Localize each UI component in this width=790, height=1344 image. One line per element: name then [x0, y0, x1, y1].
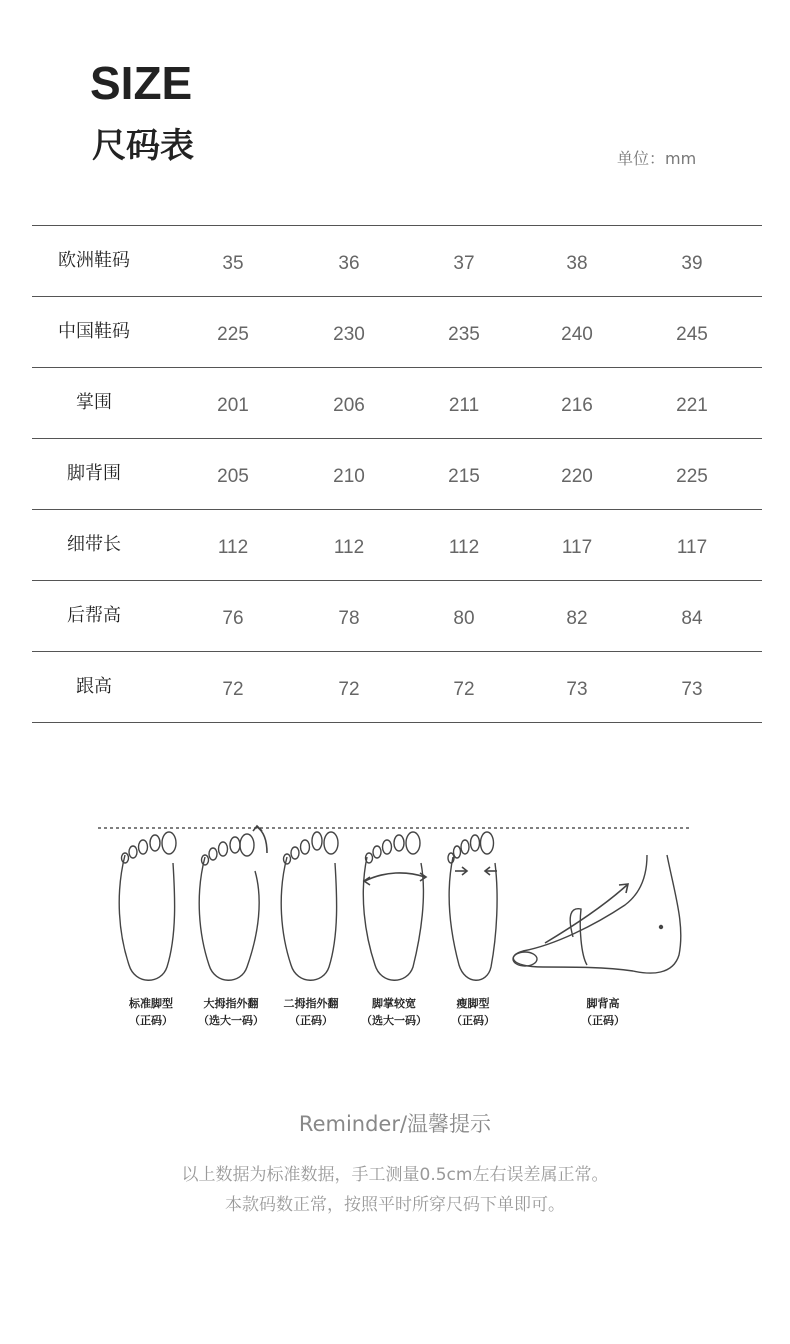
table-row	[32, 652, 762, 723]
table-cell: 210	[333, 466, 365, 487]
table-row	[32, 510, 762, 581]
foot-label-big-toe	[186, 995, 276, 1029]
table-cell: 117	[676, 537, 708, 558]
unit-note: 单位：mm	[617, 149, 697, 168]
foot-label-standard	[106, 995, 196, 1029]
foot-type-advice: （选大一码）	[198, 1014, 264, 1027]
foot-illustrations	[95, 815, 695, 995]
table-cell: 225	[676, 466, 708, 487]
table-cell: 72	[222, 679, 244, 700]
table-cell: 112	[448, 537, 480, 558]
table-cell: 72	[453, 679, 475, 700]
foot-type-name: 脚背高	[586, 997, 620, 1010]
table-cell: 39	[681, 253, 703, 274]
foot-type-advice: （正码）	[581, 1014, 625, 1027]
row-label: 跟高	[76, 676, 112, 697]
table-row	[32, 368, 762, 439]
table-cell: 205	[217, 466, 249, 487]
foot-type-name: 大拇指外翻	[203, 997, 259, 1010]
table-cell: 35	[222, 253, 244, 274]
standard-foot-icon	[119, 832, 176, 980]
foot-type-name: 脚掌较宽	[372, 997, 416, 1010]
table-cell: 215	[448, 466, 480, 487]
table-cell: 117	[561, 537, 593, 558]
foot-type-name: 瘦脚型	[456, 997, 490, 1010]
table-cell: 235	[448, 324, 480, 345]
table-cell: 206	[333, 395, 365, 416]
table-cell: 76	[222, 608, 244, 629]
foot-label-wide	[349, 995, 439, 1029]
table-cell: 112	[333, 537, 365, 558]
table-cell: 220	[561, 466, 593, 487]
foot-type-advice: （正码）	[129, 1014, 173, 1027]
table-cell: 230	[333, 324, 365, 345]
table-row	[32, 439, 762, 510]
table-cell: 240	[561, 324, 593, 345]
reminder-line-2: 本款码数正常，按照平时所穿尺码下单即可。	[225, 1195, 565, 1215]
table-cell: 73	[566, 679, 588, 700]
row-label: 掌围	[76, 392, 112, 413]
table-cell: 36	[338, 253, 360, 274]
table-row	[32, 581, 762, 652]
table-cell: 82	[566, 608, 588, 629]
table-cell: 211	[448, 395, 480, 416]
row-label: 脚背围	[67, 463, 121, 484]
table-cell: 78	[338, 608, 360, 629]
high-instep-foot-icon	[513, 855, 681, 973]
table-cell: 73	[681, 679, 703, 700]
second-toe-valgus-foot-icon	[281, 832, 338, 980]
foot-label-second-toe	[266, 995, 356, 1029]
foot-type-advice: （选大一码）	[361, 1014, 427, 1027]
table-cell: 72	[338, 679, 360, 700]
foot-type-name: 二拇指外翻	[283, 997, 339, 1010]
reminder-line-1: 以上数据为标准数据，手工测量0.5cm左右误差属正常。	[181, 1165, 609, 1185]
foot-type-guide	[95, 815, 695, 1045]
title-size: SIZE	[90, 57, 193, 109]
foot-label-slim	[428, 995, 518, 1029]
table-cell: 245	[676, 324, 708, 345]
table-cell: 38	[566, 253, 588, 274]
row-label: 后帮高	[67, 605, 121, 626]
row-label: 欧洲鞋码	[58, 250, 130, 271]
foot-type-advice: （正码）	[451, 1014, 495, 1027]
table-cell: 225	[217, 324, 249, 345]
table-row	[32, 226, 762, 297]
row-label: 中国鞋码	[58, 321, 130, 342]
title-size-chart: 尺码表	[92, 126, 194, 166]
table-cell: 84	[681, 608, 703, 629]
size-table	[32, 225, 762, 723]
foot-label-high-instep	[558, 995, 648, 1029]
table-cell: 201	[217, 395, 249, 416]
slim-foot-icon	[448, 832, 497, 980]
table-cell: 221	[676, 395, 708, 416]
row-label: 细带长	[67, 534, 121, 555]
wide-foot-icon	[363, 832, 426, 980]
big-toe-valgus-foot-icon	[199, 826, 267, 980]
table-cell: 112	[217, 537, 249, 558]
foot-type-name: 标准脚型	[129, 997, 173, 1010]
table-cell: 37	[453, 253, 475, 274]
table-cell: 216	[561, 395, 593, 416]
table-cell: 80	[453, 608, 475, 629]
reminder-title: Reminder/温馨提示	[298, 1112, 492, 1136]
foot-type-advice: （正码）	[289, 1014, 333, 1027]
table-row	[32, 297, 762, 368]
